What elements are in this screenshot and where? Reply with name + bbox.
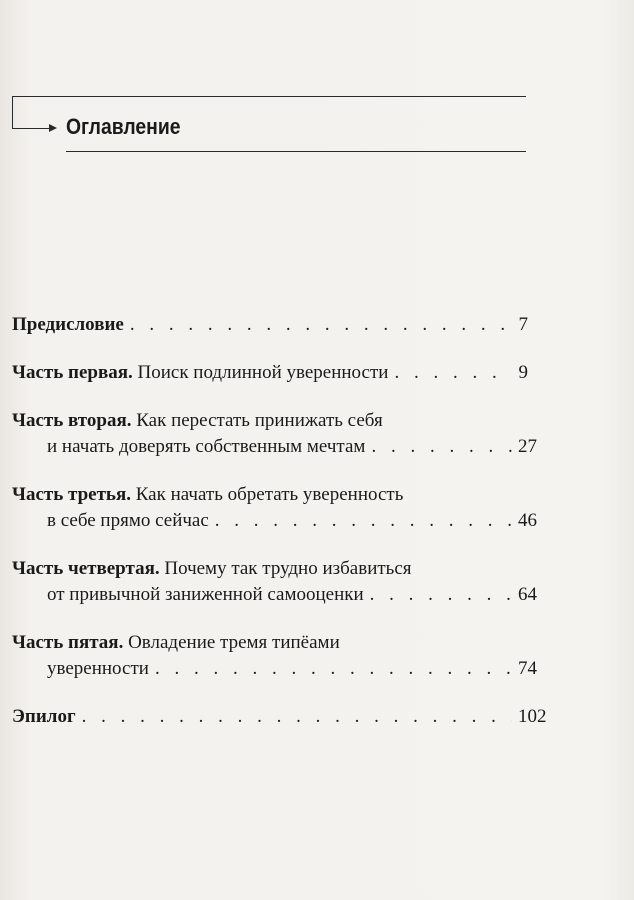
dot-leader (82, 704, 512, 730)
toc-entry-part-3 (12, 482, 537, 534)
dot-leader (215, 508, 512, 534)
toc-page-number: 7 (518, 314, 528, 335)
header-top-rule (12, 96, 526, 97)
toc-entry-label: Предисловие (12, 314, 124, 335)
toc-entry-title-continuation: и начать доверять собственным мечтам (47, 436, 366, 457)
toc-entry-label: Часть пятая. (12, 632, 124, 653)
toc-page-number: 102 (518, 706, 547, 727)
toc-page-number: 27 (518, 436, 537, 457)
toc-entry-part-2 (12, 408, 537, 460)
dot-leader (370, 582, 512, 608)
toc-entry-title: Почему так трудно избавиться (164, 558, 412, 579)
arrow-right-icon (49, 124, 57, 132)
toc-entry-label: Часть вторая. (12, 410, 132, 431)
toc-page-number: 9 (518, 362, 528, 383)
toc-entry-epilogue (12, 704, 547, 730)
toc-entry-part-4 (12, 556, 537, 608)
toc-entry-title: Овладение тремя типёами (128, 632, 340, 653)
dot-leader (130, 312, 512, 338)
toc-entry-part-5 (12, 630, 537, 682)
toc-entry-title-continuation: уверенности (47, 658, 149, 679)
header-bottom-rule (66, 151, 526, 152)
toc-entry-title: Поиск подлинной уверенности (137, 362, 389, 383)
toc-entry-part-1 (12, 360, 528, 386)
toc-entry-label: Часть первая. (12, 362, 133, 383)
dot-leader (394, 360, 512, 386)
toc-entry-title-continuation: в себе прямо сейчас (47, 510, 209, 531)
toc-entry-preface (12, 312, 528, 338)
toc-page-number: 74 (518, 658, 537, 679)
table-of-contents (12, 312, 547, 727)
toc-entry-label: Часть третья. (12, 484, 131, 505)
header-arrow-line (12, 128, 52, 129)
toc-entry-label: Эпилог (12, 706, 76, 727)
toc-entry-label: Часть четвертая. (12, 558, 160, 579)
toc-entry-title: Как перестать принижать себя (136, 410, 383, 431)
toc-page-number: 64 (518, 584, 537, 605)
toc-page-number: 46 (518, 510, 537, 531)
page-title: Оглавление (66, 114, 181, 139)
dot-leader (371, 434, 512, 460)
toc-entry-title-continuation: от привычной заниженной самооценки (47, 584, 364, 605)
toc-entry-title: Как начать обретать уверенность (135, 484, 404, 505)
dot-leader (155, 656, 512, 682)
header-bracket-rule (12, 96, 13, 129)
